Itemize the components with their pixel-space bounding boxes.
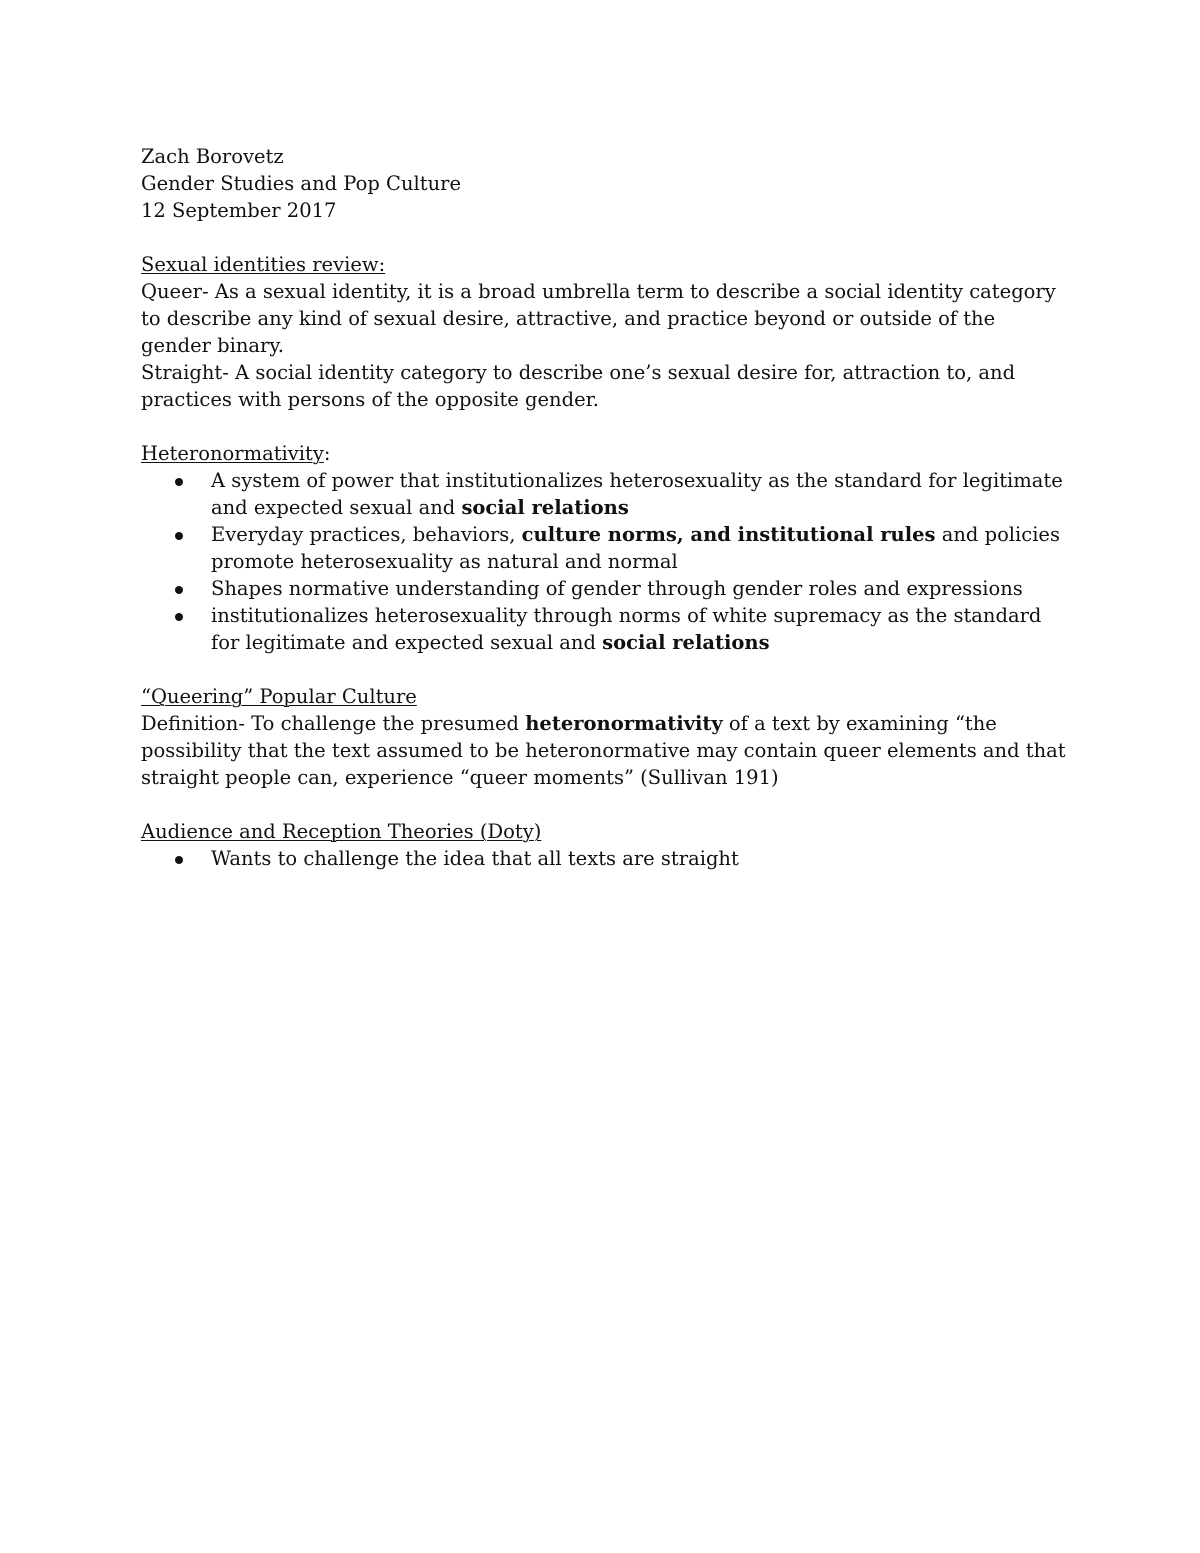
definition-text-end: of a text by examining “the possibility that the text assumed to be heteronormative may contain queer elements and that straight people can, experience “queer moments” (Sullivan 191)	[141, 712, 1066, 789]
heading-colon: :	[323, 442, 331, 465]
bullet-text: Shapes normative understanding of gender through gender roles and expressions	[211, 577, 1023, 600]
list-item	[141, 521, 1071, 575]
bullet-icon	[175, 586, 183, 594]
document-date: 12 September 2017	[141, 199, 337, 222]
queering-heading: “Queering” Popular Culture	[141, 685, 417, 708]
course-title: Gender Studies and Pop Culture	[141, 172, 462, 195]
queer-definition: Queer- As a sexual identity, it is a broad umbrella term to describe a social identity category to describe any kind of sexual desire, attractive, and practice beyond or outside of the gender binary.	[141, 280, 1056, 357]
bullet-text: Wants to challenge the idea that all texts are straight	[211, 847, 739, 870]
straight-definition: Straight- A social identity category to describe one’s sexual desire for, attraction to, and practices with persons of the opposite gender.	[141, 361, 1016, 411]
bullet-bold-text: culture norms, and institutional rules	[521, 523, 936, 546]
bullet-text-end: and policies promote heterosexuality as natural and normal	[211, 523, 1060, 573]
heteronormativity-heading-line	[141, 440, 1071, 467]
bullet-text: A system of power that institutionalizes heterosexuality as the standard for legitimate and expected sexual and	[211, 469, 1063, 519]
heteronormativity-heading: Heteronormativity	[141, 442, 324, 465]
bullet-text: institutionalizes heterosexuality through norms of white supremacy as the standard for legitimate and expected sexual and	[211, 604, 1042, 654]
list-item	[141, 467, 1071, 521]
list-item	[141, 845, 1071, 872]
definition-bold-term: heteronormativity	[525, 712, 723, 735]
spacer	[141, 791, 1071, 818]
audience-list	[141, 845, 1071, 872]
document-page	[141, 143, 1071, 872]
bullet-icon	[175, 532, 183, 540]
definition-text: Definition- To challenge the presumed	[141, 712, 526, 735]
list-item	[141, 575, 1071, 602]
bullet-icon	[175, 478, 183, 486]
heteronormativity-list	[141, 467, 1071, 656]
list-item	[141, 602, 1071, 656]
bullet-icon	[175, 613, 183, 621]
spacer	[141, 224, 1071, 251]
bullet-text: Everyday practices, behaviors,	[211, 523, 522, 546]
sexual-identities-heading: Sexual identities review:	[141, 253, 386, 276]
bullet-bold-text: social relations	[461, 496, 629, 519]
queering-definition	[141, 710, 1071, 791]
spacer	[141, 656, 1071, 683]
bullet-icon	[175, 856, 183, 864]
audience-heading: Audience and Reception Theories (Doty)	[141, 820, 542, 843]
spacer	[141, 413, 1071, 440]
bullet-bold-text: social relations	[602, 631, 770, 654]
author-name: Zach Borovetz	[141, 145, 284, 168]
